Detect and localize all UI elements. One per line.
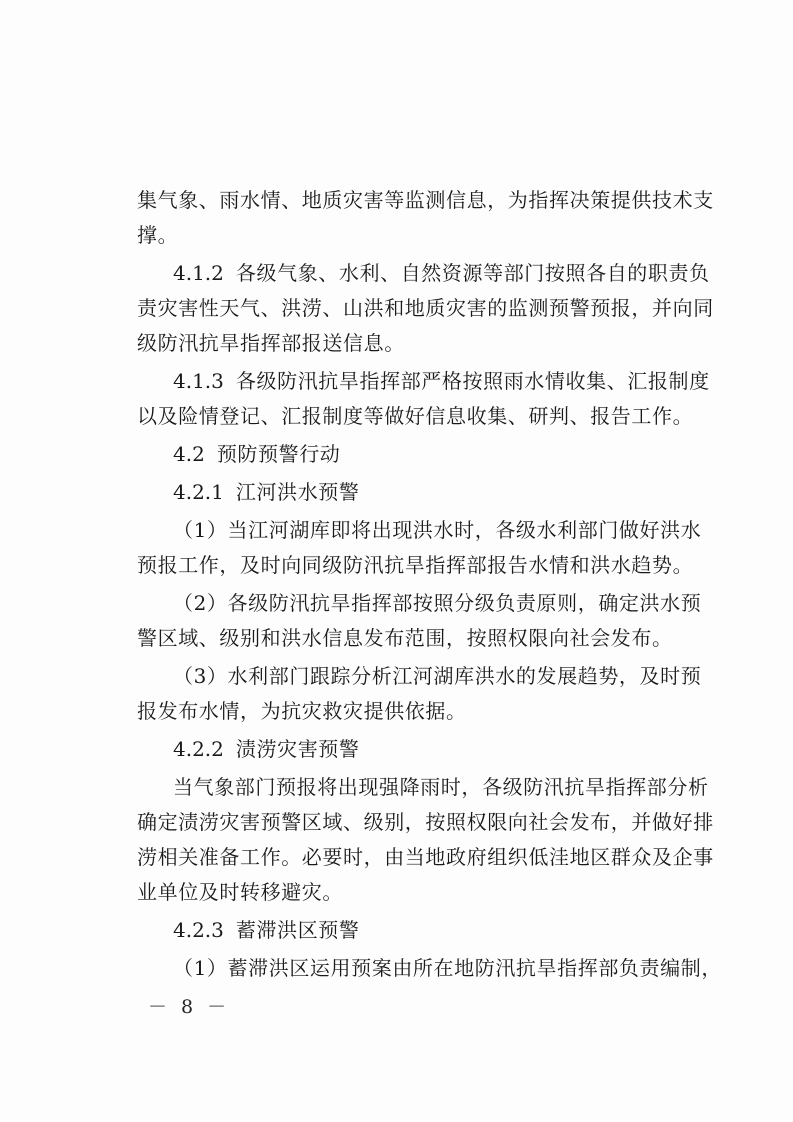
text-line: 当气象部门预报将出现强降雨时，各级防汛抗旱指挥部分析 xyxy=(173,775,709,799)
text-line: 级防汛抗旱指挥部报送信息。 xyxy=(137,331,405,355)
section-number: 4.1.3 xyxy=(173,369,224,393)
text-line: 撑。 xyxy=(137,223,179,247)
text-line: 警区域、级别和洪水信息发布范围，按照权限向社会发布。 xyxy=(137,626,673,650)
text-line: 以及险情登记、汇报制度等做好信息收集、研判、报告工作。 xyxy=(137,404,694,428)
section-4-2-1-heading: 4.2.1 江河洪水预警 xyxy=(137,475,677,510)
text-line: （1）蓄滞洪区运用预案由所在地防汛抗旱指挥部负责编制， xyxy=(173,956,722,980)
text-line: 集气象、雨水情、地质灾害等监测信息，为指挥决策提供技术支 xyxy=(137,188,714,212)
text-line: （1）当江河湖库即将出现洪水时，各级水利部门做好洪水 xyxy=(173,518,702,542)
text-line: 业单位及时转移避灾。 xyxy=(137,880,343,904)
text-line: （3）水利部门跟踪分析江河湖库洪水的发展趋势，及时预 xyxy=(173,664,702,688)
text-line: 报发布水情，为抗灾救灾提供依据。 xyxy=(137,699,467,723)
text-line: （2）各级防汛抗旱指挥部按照分级负责原则，确定洪水预 xyxy=(173,591,702,615)
section-4-2-heading: 4.2 预防预警行动 xyxy=(137,437,677,472)
section-number: 4.2 xyxy=(173,442,205,466)
section-4-2-2-heading: 4.2.2 渍涝灾害预警 xyxy=(137,732,677,767)
section-4-1-2-line: 4.1.2 各级气象、水利、自然资源等部门按照各自的职责负 xyxy=(137,256,677,291)
text-line: 预报工作，及时向同级防汛抗旱指挥部报告水情和洪水趋势。 xyxy=(137,553,694,577)
section-number: 4.2.2 xyxy=(173,737,224,761)
section-4-1-3-line: 4.1.3 各级防汛抗旱指挥部严格按照雨水情收集、汇报制度 xyxy=(137,364,677,399)
section-number: 4.1.2 xyxy=(173,261,224,285)
text-line: 责灾害性天气、洪涝、山洪和地质灾害的监测预警预报，并向同 xyxy=(137,296,714,320)
text-line: 确定渍涝灾害预警区域、级别，按照权限向社会发布，并做好排 xyxy=(137,810,714,834)
section-4-2-3-heading: 4.2.3 蓄滞洪区预警 xyxy=(137,913,677,948)
document-page: 集气象、雨水情、地质灾害等监测信息，为指挥决策提供技术支 撑。 4.1.2 各级气象、水利、自然资源等部门按照各自的职责负 责灾害性天气、洪涝、山洪和地质灾害的监测预警预报，并向同 级防汛抗旱指挥部报送信息。 4.1.3 各级防汛抗旱指挥部严格按照雨水情收集、汇报制度 以及险情登记、汇报制度等做好信息收集、研判、报告工作。 4.2 预防预警行动 4.2.1 江河洪水预警 （1）当江河湖库即将出现洪水时，各级水利部门做好洪水 预报工作，及时向同级防汛抗旱指挥部报告水情和洪水趋势。 （2）各级防汛抗旱指挥部按照分级负责原则，确定洪水预 警区域、级别和洪水信息发布范围，按照权限向社会发布。 （3）水利部门跟踪分析江河湖库洪水的发展趋势，及时预 报发布水情，为抗灾救灾提供依据。 4.2.2 渍涝灾害预警 当气象部门预报将出现强降雨时，各级防汛抗旱指挥部分析 确定渍涝灾害预警区域、级别，按照权限向社会发布，并做好排 涝相关准备工作。必要时，由当地政府组织低洼地区群众及企事 业单位及时转移避灾。 4.2.3 蓄滞洪区预警 （1）蓄滞洪区运用预案由所在地防汛抗旱指挥部负责编制， － 8 － xyxy=(0,0,793,1122)
section-number: 4.2.1 xyxy=(173,480,224,504)
section-number: 4.2.3 xyxy=(173,918,224,942)
text-line: 涝相关准备工作。必要时，由当地政府组织低洼地区群众及企事 xyxy=(137,845,714,869)
document-body xyxy=(137,183,722,986)
